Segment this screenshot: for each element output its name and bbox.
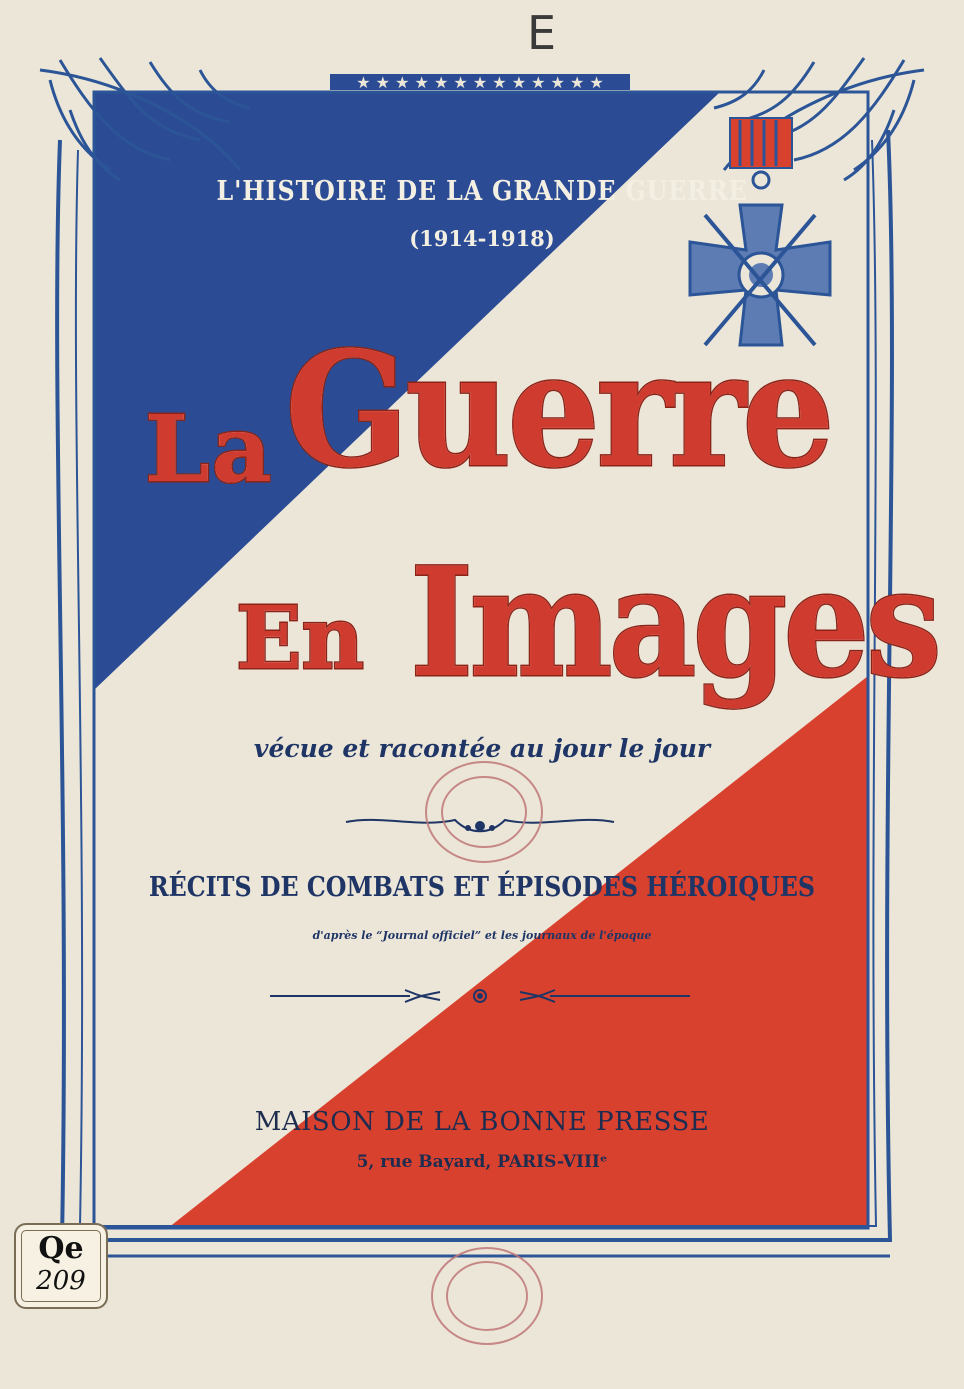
publisher-name: MAISON DE LA BONNE PRESSE [254,1107,710,1137]
shelf-label-line1: Qe [38,1231,84,1266]
title-word-la: La [145,395,274,503]
handwritten-mark: E [527,6,557,60]
recits-heading: RÉCITS DE COMBATS ET ÉPISODES HÉROIQUES [148,872,816,903]
ornament-divider-icon [346,820,614,831]
title-word-images: Images [410,535,939,711]
source-note: d'après le “Journal officiel” et les journaux de l'époque [312,929,652,942]
series-title: L'HISTOIRE DE LA GRANDE GUERRE [216,176,748,207]
shelf-label-line2: 209 [36,1266,86,1296]
svg-text:★ ★ ★ ★ ★ ★ ★ ★ ★ ★ ★ ★ ★: ★ ★ ★ ★ ★ ★ ★ ★ ★ ★ ★ ★ ★ [356,73,604,92]
publisher-address: 5, rue Bayard, PARIS-VIIIᵉ [356,1152,608,1172]
shelf-label [14,1223,108,1309]
series-dates: (1914-1918) [409,226,555,251]
subtitle: vécue et racontée au jour le jour [253,734,711,763]
title-word-en: En [236,588,365,689]
star-row-icon [356,73,604,92]
title-word-guerre: Guerre [285,318,831,503]
